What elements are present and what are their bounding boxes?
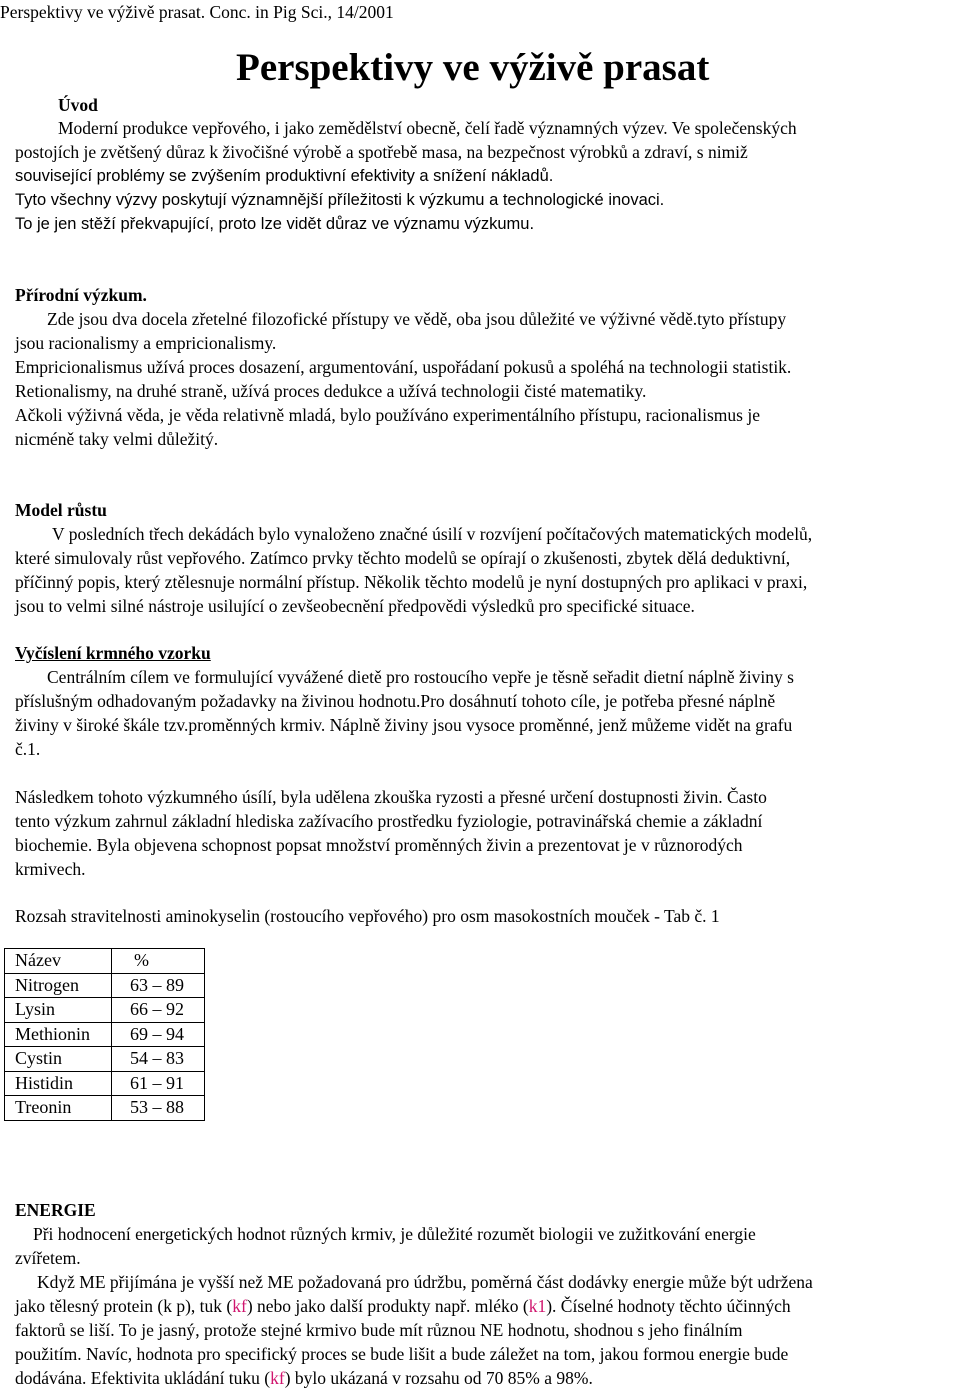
prirodni-line: Zde jsou dva docela zřetelné filozofické přístupy ve vědě, oba jsou důležité ve výživné vědě.tyto přístupy: [47, 309, 787, 329]
section-heading-model: Model růstu: [15, 500, 107, 520]
table-header-cell: Název: [5, 949, 112, 974]
section-heading-uvod: Úvod: [58, 95, 98, 115]
prirodni-line: Empricionalismus užívá proces dosazení, argumentování, uspořádaní pokusů a spoléhá na technologii statistik.: [15, 357, 792, 377]
table-row: [5, 998, 205, 1023]
prirodni-line: nicméně taky velmi důležitý.: [15, 429, 219, 449]
table-cell: Treonin: [5, 1096, 112, 1121]
table-cell: 61 – 91: [112, 1071, 205, 1096]
table-cell: 69 – 94: [112, 1022, 205, 1047]
k1-symbol: k1: [528, 1296, 547, 1316]
energie-line: Když ME přijímána je vyšší než ME požadovaná pro údržbu, poměrná část dodávky energie může být udržena: [37, 1272, 813, 1292]
energie-text: ) bylo ukázaná v rozsahu od 70 85% a 98%.: [284, 1368, 593, 1388]
model-line: jsou to velmi silné nástroje usilující o zevšeobecnění předpovědi výsledků pro specifické situace.: [15, 596, 695, 616]
vycisleni-line: živiny v široké škále tzv.proměnných krmiv. Náplně živiny jsou vysoce proměnné, jenž můžeme vidět na grafu: [15, 715, 793, 735]
table-row: [5, 973, 205, 998]
uvod-line: Tyto všechny výzvy poskytují významnější příležitosti k výzkumu a technologické inovaci.: [15, 191, 665, 209]
table-row: [5, 1071, 205, 1096]
energie-line: použitím. Navíc, hodnota pro specifický proces se bude lišit a bude záležet na tom, jakou formou energie bude: [15, 1344, 789, 1364]
vycisleni-para2-line: Následkem tohoto výzkumného úsílí, byla udělena zkouška ryzosti a přesné určení dostupnosti živin. Často: [15, 787, 767, 807]
kf-symbol: kf: [232, 1296, 247, 1316]
section-heading-vycisleni: Vyčíslení krmného vzorku: [15, 643, 211, 663]
energie-line: Při hodnocení energetických hodnot různých krmiv, je důležité rozumět biologii ve zužitkování energie: [33, 1224, 756, 1244]
uvod-line: Moderní produkce vepřového, i jako zemědělství obecně, čelí řadě významných výzev. Ve společenských: [58, 118, 797, 138]
vycisleni-para2-line: krmivech.: [15, 859, 86, 879]
table-row: [5, 1096, 205, 1121]
digestibility-table: [4, 948, 205, 1121]
prirodni-line: Ačkoli výživná věda, je věda relativně mladá, bylo používáno experimentálního přístupu, racionalismus je: [15, 405, 760, 425]
table-row: [5, 1047, 205, 1072]
energie-text: ). Číselné hodnoty těchto účinných: [546, 1296, 791, 1316]
uvod-line: související problémy se zvýšením produktivní efektivity a snížení nákladů.: [15, 167, 554, 185]
table-cell: 54 – 83: [112, 1047, 205, 1072]
vycisleni-line: příslušným odhadovaným požadavky na živinou hodnotu.Pro dosáhnutí tohoto cíle, je potřeba přesné náplně: [15, 691, 776, 711]
model-line: V posledních třech dekádách bylo vynaloženo značné úsilí v rozvíjení počítačových matematických modelů,: [52, 524, 813, 544]
vycisleni-para2-line: biochemie. Byla objevena schopnost popsat množství proměnných živin a prezentovat je v různorodých: [15, 835, 743, 855]
energie-line: [15, 1294, 791, 1318]
section-heading-prirodni: Přírodní výzkum.: [15, 285, 147, 305]
uvod-line: To je jen stěží překvapující, proto lze vidět důraz ve významu výzkumu.: [15, 215, 535, 233]
section-heading-energie: ENERGIE: [15, 1200, 96, 1220]
energie-line: [15, 1366, 593, 1390]
table-cell: 53 – 88: [112, 1096, 205, 1121]
uvod-line: postojích je zvětšený důraz k živočišné výrobě a spotřebě masa, na bezpečnost výrobků a zdraví, s nimiž: [15, 142, 748, 162]
model-line: příčinný popis, který ztělesnuje normální přístup. Několik těchto modelů je nyní dostupných pro aplikaci v praxi,: [15, 572, 808, 592]
energie-text: jako tělesný protein (k p), tuk (: [15, 1296, 233, 1316]
table-cell: Histidin: [5, 1071, 112, 1096]
table-cell: Lysin: [5, 998, 112, 1023]
prirodni-line: Retionalismy, na druhé straně, užívá proces dedukce a užívá technologii čisté matematiky.: [15, 381, 647, 401]
table-row: [5, 1022, 205, 1047]
page-header: Perspektivy ve výživě prasat. Conc. in Pig Sci., 14/2001: [0, 2, 394, 22]
page-title: Perspektivy ve výživě prasat: [236, 46, 710, 89]
table-cell: Nitrogen: [5, 973, 112, 998]
table-cell: Cystin: [5, 1047, 112, 1072]
kf-symbol: kf: [270, 1368, 285, 1388]
energie-text: dodávána. Efektivita ukládání tuku (: [15, 1368, 271, 1388]
vycisleni-line: Centrálním cílem ve formulující vyvážené dietě pro rostoucího vepře je těsně seřadit dietní náplně živiny s: [47, 667, 794, 687]
table-cell: 63 – 89: [112, 973, 205, 998]
vycisleni-para2-line: tento výzkum zahrnul základní hlediska zažívacího prostředku fyziologie, potravinářská chemie a základní: [15, 811, 763, 831]
table-cell: Methionin: [5, 1022, 112, 1047]
model-line: které simulovaly růst vepřového. Zatímco prvky těchto modelů se opírají o zkušenosti, zbytek dělá deduktivní,: [15, 548, 791, 568]
energie-line: zvířetem.: [15, 1248, 81, 1268]
vycisleni-line: č.1.: [15, 739, 41, 759]
energie-text: ) nebo jako další produkty např. mléko (: [246, 1296, 529, 1316]
table-header-row: [5, 949, 205, 974]
table-caption: Rozsah stravitelnosti aminokyselin (rostoucího vepřového) pro osm masokostních mouček - Tab č. 1: [15, 906, 720, 926]
energie-line: faktorů se liší. To je jasný, protože stejné krmivo bude mít různou NE hodnotu, shodnou s jeho finálním: [15, 1320, 743, 1340]
table-header-cell: %: [112, 949, 205, 974]
table-cell: 66 – 92: [112, 998, 205, 1023]
prirodni-line: jsou racionalismy a empricionalismy.: [15, 333, 277, 353]
